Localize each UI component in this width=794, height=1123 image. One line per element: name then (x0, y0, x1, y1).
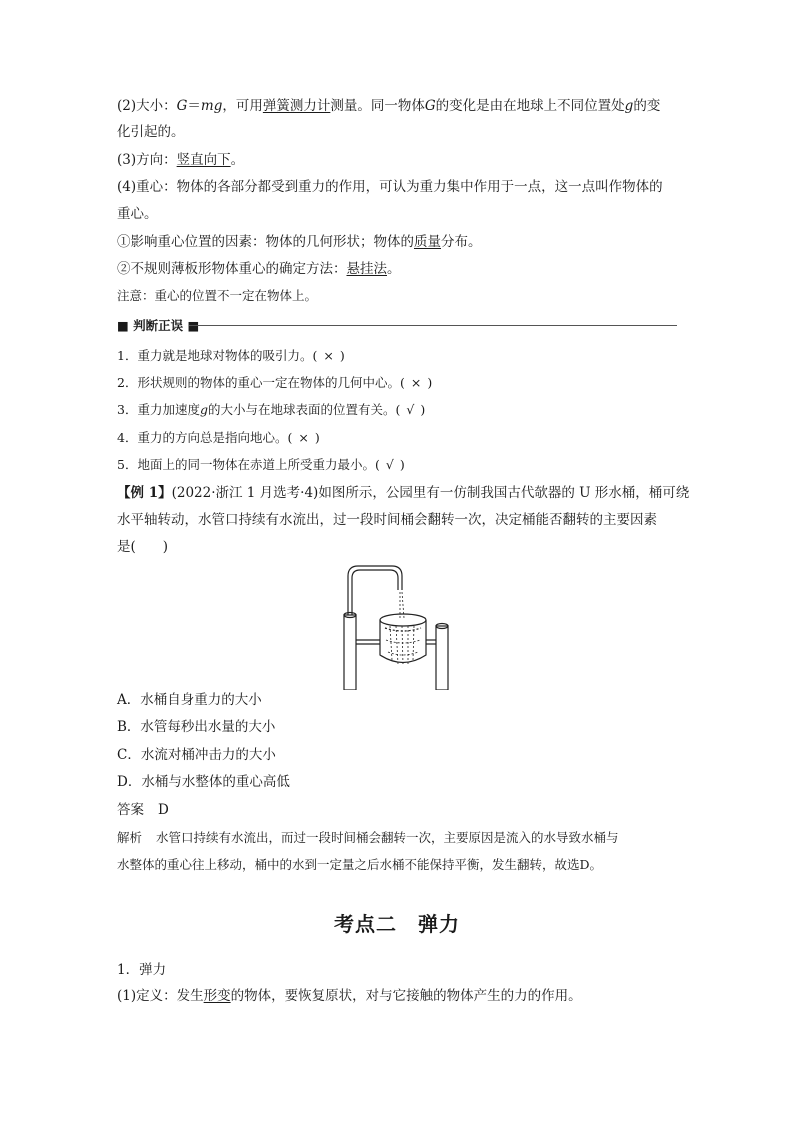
blank-answer: 质量 (414, 234, 441, 250)
blank-answer: 悬挂法 (346, 261, 387, 277)
example-line3: 是( ) (117, 539, 169, 555)
label: (2)大小： (117, 98, 177, 114)
judge-mark: √ (385, 457, 394, 472)
analysis-line1 (117, 828, 619, 848)
section-heading: 考点二 弹力 (334, 912, 460, 936)
symbol-mg: mg (200, 98, 223, 114)
option-c: C．水流对桶冲击力的大小 (117, 747, 276, 763)
judge-title: ■ 判断正误 ■ (117, 318, 200, 333)
u-bucket-figure (330, 560, 480, 690)
text: 。 (230, 152, 245, 168)
judge-text: 2．形状规则的物体的重心一定在物体的几何中心。( (117, 375, 405, 390)
option-b: B．水管每秒出水量的大小 (117, 719, 276, 735)
judge-mark: √ (406, 402, 415, 417)
answer-value: D (158, 802, 169, 818)
judge-item (117, 346, 345, 366)
gravity-size-line1 (117, 96, 660, 116)
paren: ) (420, 402, 426, 417)
symbol-G: G (176, 98, 188, 114)
judge-item (117, 400, 425, 420)
paren: ) (339, 348, 345, 363)
judge-section-header (117, 316, 677, 336)
gravity-note: 注意：重心的位置不一定在物体上。 (117, 288, 318, 303)
example-line2: 水平轴转动，水管口持续有水流出，过一段时间桶会翻转一次，决定桶能否翻转的主要因素 (117, 512, 657, 528)
gravity-size-line2: 化引起的。 (117, 124, 185, 140)
judge-mark: × (323, 348, 334, 363)
analysis-text: 水管口持续有水流出，而过一段时间桶会翻转一次，主要原因是流入的水导致水桶与 (156, 830, 619, 845)
text: 的变 (633, 98, 661, 114)
judge-text: 的大小与在地球表面的位置有关。( (207, 402, 401, 417)
option-d: D．水桶与水整体的重心高低 (117, 774, 290, 790)
analysis-line2: 水整体的重心往上移动，桶中的水到一定量之后水桶不能保持平衡，发生翻转，故选D。 (117, 857, 603, 872)
text: 。 (387, 261, 401, 277)
divider (189, 325, 677, 326)
label: (3)方向： (117, 152, 177, 168)
judge-text: 3．重力加速度 (117, 402, 200, 417)
equals: ＝ (187, 98, 201, 114)
text: 的物体，要恢复原状，对与它接触的物体产生的力的作用。 (230, 988, 582, 1004)
section2-sub: 1．弹力 (117, 962, 167, 978)
text: 测量。同一物体 (330, 98, 425, 114)
gravity-cg-method (117, 259, 401, 279)
text: ②不规则薄板形物体重心的确定方法： (117, 261, 347, 277)
text: 的变化是由在地球上不同位置处 (435, 98, 625, 114)
judge-item (117, 428, 320, 448)
judge-text: 5．地面上的同一物体在赤道上所受重力最小。( (117, 457, 380, 472)
analysis-label: 解析 (117, 830, 143, 845)
blank-answer: 弹簧测力计 (262, 98, 331, 114)
symbol-g: g (199, 402, 208, 417)
symbol-G: G (424, 98, 436, 114)
answer-line (117, 800, 169, 820)
blank-answer: 形变 (203, 988, 231, 1004)
text: ①影响重心位置的因素：物体的几何形状；物体的 (117, 234, 414, 250)
example-line1 (117, 483, 689, 503)
judge-title-text: 判断正误 (133, 318, 184, 333)
paren: ) (399, 457, 405, 472)
text: 分布。 (441, 234, 482, 250)
judge-text: 4．重力的方向总是指向地心。( (117, 430, 293, 445)
text: ，可用 (222, 98, 263, 114)
answer-label: 答案 (117, 802, 144, 818)
text: (1)定义：发生 (117, 988, 204, 1004)
option-a: A．水桶自身重力的大小 (117, 692, 262, 708)
example-tag: 【例 1】 (117, 485, 172, 501)
judge-item (117, 373, 432, 393)
gravity-cg-factor (117, 232, 482, 252)
judge-mark: × (410, 375, 422, 390)
judge-item (117, 455, 405, 475)
judge-mark: × (298, 430, 309, 445)
gravity-direction (117, 150, 244, 170)
blank-answer: 竖直向下 (176, 152, 231, 168)
example-text: (2022·浙江 1 月选考·4)如图所示，公园里有一仿制我国古代欹器的 U 形水桶，桶可绕 (171, 485, 690, 501)
paren: ) (427, 375, 433, 390)
gravity-cg-line1: (4)重心：物体的各部分都受到重力的作用，可认为重力集中作用于一点，这一点叫作物体的 (117, 179, 663, 195)
section2-definition (117, 986, 582, 1006)
gravity-cg-line2: 重心。 (117, 206, 158, 222)
symbol-g: g (624, 98, 634, 114)
paren: ) (314, 430, 320, 445)
judge-text: 1．重力就是地球对物体的吸引力。( (117, 348, 318, 363)
